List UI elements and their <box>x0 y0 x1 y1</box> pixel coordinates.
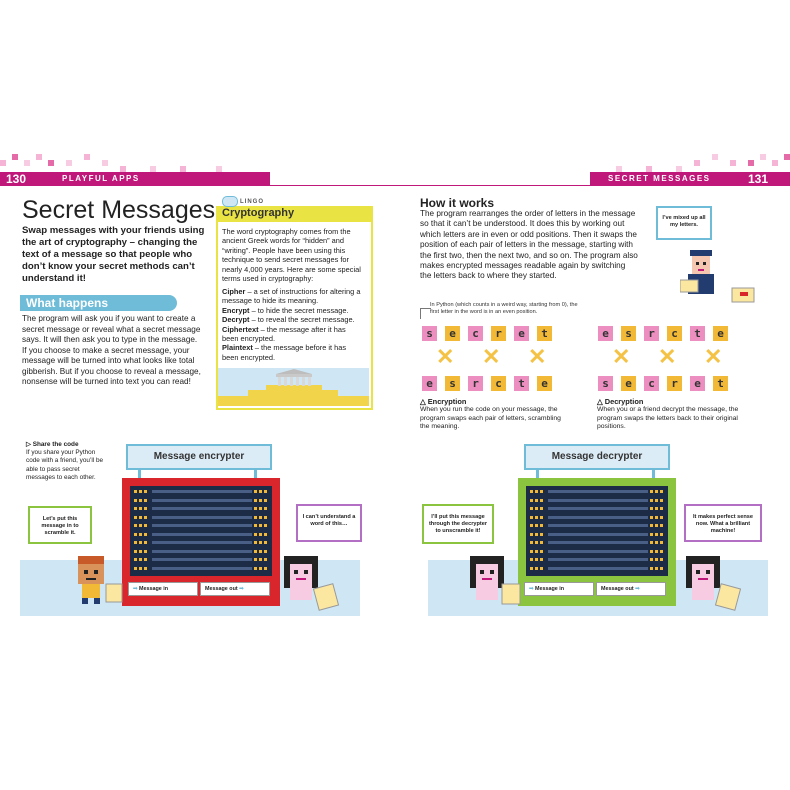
what-happens-text: The program will ask you if you want to create a secret message or reveal what a secret message says. It will then ask you to type in the message. If you choose to make a secret message, your message will be turned into what looks like total gibberish. But if you choose to reveal a message, nonsense will be turned into text you can read! <box>22 314 201 386</box>
encrypter-message-in-button[interactable]: ➡ Message in <box>128 582 198 596</box>
indicator-lights <box>254 507 268 510</box>
lingo-title: Cryptography <box>222 207 295 219</box>
encryption-caption-title: △ Encryption <box>420 397 467 406</box>
header-rule <box>270 185 590 186</box>
what-happens-heading: What happens <box>26 296 109 310</box>
indicator-lights <box>650 558 664 561</box>
letter-tile: r <box>667 376 682 391</box>
indicator-lights <box>530 490 544 493</box>
intro-text: Swap messages with your friends using the art of cryptography – changing the text of a message so that people who don’t know your secret methods can’t understand it! <box>22 225 205 284</box>
letter-tile: e <box>690 376 705 391</box>
letter-tile: s <box>598 376 613 391</box>
screen-line <box>152 507 252 510</box>
encrypter-sign: Message encrypter <box>126 444 272 470</box>
indicator-lights <box>650 516 664 519</box>
screen-line <box>548 541 648 544</box>
letter-tile: e <box>598 326 613 341</box>
indicator-lights <box>254 541 268 544</box>
arrow-right-icon: ➡ <box>633 586 640 592</box>
indicator-lights <box>134 507 148 510</box>
sign-post <box>652 468 655 478</box>
mixed-letters-bubble: I’ve mixed up all my letters. <box>656 206 712 240</box>
boy-character <box>70 556 126 611</box>
indicator-lights <box>134 567 148 570</box>
screen-line <box>548 490 648 493</box>
indicator-lights <box>530 533 544 536</box>
indicator-lights <box>650 567 664 570</box>
letter-tile: c <box>491 376 506 391</box>
indicator-lights <box>134 550 148 553</box>
indicator-lights <box>650 524 664 527</box>
encrypter-right-bubble: I can’t understand a word of this… <box>296 504 362 542</box>
lingo-intro: The word cryptography comes from the ancient Greek words for “hidden” and “writing”. People have been using this technique to send secret messages for nearly 4,000 years. Here are some special terms used in cryptography: <box>222 227 361 284</box>
indicator-lights <box>530 541 544 544</box>
indicator-lights <box>530 516 544 519</box>
letter-tile: r <box>644 326 659 341</box>
screen-line <box>548 516 648 519</box>
indicator-lights <box>254 550 268 553</box>
letter-tile: e <box>713 326 728 341</box>
screen-line <box>152 567 252 570</box>
screen-line <box>152 499 252 502</box>
girl-character-left <box>282 556 342 617</box>
screen-line <box>548 550 648 553</box>
lingo-terms <box>222 287 364 362</box>
indicator-lights <box>650 499 664 502</box>
indicator-lights <box>254 516 268 519</box>
swap-cross-icon: ✕ <box>704 344 723 369</box>
sign-post <box>536 468 539 478</box>
screen-line <box>152 550 252 553</box>
indicator-lights <box>134 541 148 544</box>
letter-tile: t <box>514 376 529 391</box>
triangle-icon: △ <box>420 397 428 406</box>
encryption-caption-text: When you run the code on your message, the program swaps each pair of letters, scrambling the meaning. <box>420 406 561 431</box>
indicator-lights <box>134 490 148 493</box>
letter-tile: t <box>713 376 728 391</box>
indicator-lights <box>650 507 664 510</box>
page-title: Secret Messages <box>22 196 216 224</box>
indicator-lights <box>650 490 664 493</box>
indicator-lights <box>650 550 664 553</box>
indicator-lights <box>530 499 544 502</box>
arrow-right-icon: ➡ <box>133 586 140 592</box>
play-icon: ▷ <box>26 441 33 448</box>
share-code-text: If you share your Python code with a friend, you’ll be able to pass secret messages to each other. <box>26 449 104 482</box>
decrypter-right-bubble: It makes perfect sense now. What a brilliant machine! <box>684 504 762 542</box>
decrypter-left-bubble: I’ll put this message through the decrypter to unscramble it! <box>422 504 494 544</box>
indicator-lights <box>134 533 148 536</box>
letter-tile: c <box>644 376 659 391</box>
letter-tile: t <box>537 326 552 341</box>
screen-line <box>548 533 648 536</box>
letter-tile: c <box>468 326 483 341</box>
screen-line <box>152 533 252 536</box>
lingo-bubble-icon <box>222 196 238 207</box>
indicator-lights <box>134 516 148 519</box>
decryption-caption-text: When you or a friend decrypt the message, the program swaps the letters back to their original positions. <box>597 406 739 431</box>
girl-character-middle <box>464 556 524 617</box>
letter-tile: t <box>690 326 705 341</box>
decrypter-message-out-button[interactable]: Message out ➡ <box>596 582 666 596</box>
screen-line <box>548 524 648 527</box>
encrypter-left-bubble: Let’s put this message in to scramble it. <box>28 506 92 544</box>
encrypter-message-out-button[interactable]: Message out ➡ <box>200 582 270 596</box>
indicator-lights <box>530 567 544 570</box>
screen-line <box>152 490 252 493</box>
decryption-caption-title: △ Decryption <box>597 397 644 406</box>
indicator-lights <box>134 524 148 527</box>
indicator-lights <box>254 558 268 561</box>
letter-tile: r <box>468 376 483 391</box>
share-code-title: ▷ Share the code <box>26 441 79 448</box>
arrow-right-icon: ➡ <box>529 586 536 592</box>
sign-post <box>254 468 257 478</box>
indicator-lights <box>254 499 268 502</box>
swap-cross-icon: ✕ <box>528 344 547 369</box>
letter-tile: s <box>621 326 636 341</box>
indicator-lights <box>530 507 544 510</box>
screen-line <box>152 558 252 561</box>
letter-tile: s <box>422 326 437 341</box>
indicator-lights <box>530 524 544 527</box>
how-it-works-text: The program rearranges the order of letters in the message so that it can’t be understood. It does this by working out which letters are in even or odd positions. Then it swaps the position of each pair of letters in the message, starting with the first two, then the next two, and so on. The program also makes encrypted messages readable again by switching the letters back to where they started. <box>420 209 638 281</box>
swap-cross-icon: ✕ <box>436 344 455 369</box>
how-it-works-heading: How it works <box>420 196 495 210</box>
letter-tile: c <box>667 326 682 341</box>
indicator-lights <box>134 558 148 561</box>
left-section-title: PLAYFUL APPS <box>62 174 140 183</box>
right-page-number: 131 <box>748 172 769 186</box>
screen-line <box>548 558 648 561</box>
python-even-note: In Python (which counts in a weird way, starting from 0), the first letter in the word is in an even position. <box>430 302 578 315</box>
indicator-lights <box>650 533 664 536</box>
left-page-number: 130 <box>6 172 27 186</box>
swap-cross-icon: ✕ <box>658 344 677 369</box>
indicator-lights <box>134 499 148 502</box>
note-pointer <box>420 308 431 319</box>
letter-tile: e <box>621 376 636 391</box>
girl-character-right <box>684 556 744 617</box>
letter-tile: e <box>514 326 529 341</box>
swap-cross-icon: ✕ <box>482 344 501 369</box>
letter-tile: r <box>491 326 506 341</box>
lingo-term: Encrypt – to hide the secret message. <box>222 305 349 315</box>
postman-character <box>680 250 760 315</box>
indicator-lights <box>254 490 268 493</box>
lingo-term: Ciphertext – the message after it has been encrypted. <box>222 324 346 344</box>
letter-tile: e <box>537 376 552 391</box>
screen-line <box>548 507 648 510</box>
screen-line <box>548 499 648 502</box>
indicator-lights <box>254 567 268 570</box>
lingo-term: Plaintext – the message before it has been encrypted. <box>222 343 347 362</box>
right-section-title: SECRET MESSAGES <box>608 174 711 183</box>
indicator-lights <box>254 533 268 536</box>
indicator-lights <box>530 558 544 561</box>
decrypter-sign: Message decrypter <box>524 444 670 470</box>
lingo-term: Cipher – a set of instructions for altering a message to hide its meaning. <box>222 287 361 306</box>
acropolis-illustration <box>218 368 369 406</box>
letter-tile: e <box>422 376 437 391</box>
indicator-lights <box>530 550 544 553</box>
lingo-tag: LINGO <box>240 199 264 205</box>
arrow-right-icon: ➡ <box>237 586 244 592</box>
screen-line <box>152 524 252 527</box>
swap-cross-icon: ✕ <box>612 344 631 369</box>
screen-line <box>152 516 252 519</box>
lingo-term: Decrypt – to reveal the secret message. <box>222 315 355 325</box>
triangle-icon: △ <box>597 397 605 406</box>
letter-tile: s <box>445 376 460 391</box>
sign-post <box>138 468 141 478</box>
screen-line <box>152 541 252 544</box>
indicator-lights <box>254 524 268 527</box>
indicator-lights <box>650 541 664 544</box>
letter-tile: e <box>445 326 460 341</box>
screen-line <box>548 567 648 570</box>
decrypter-message-in-button[interactable]: ➡ Message in <box>524 582 594 596</box>
